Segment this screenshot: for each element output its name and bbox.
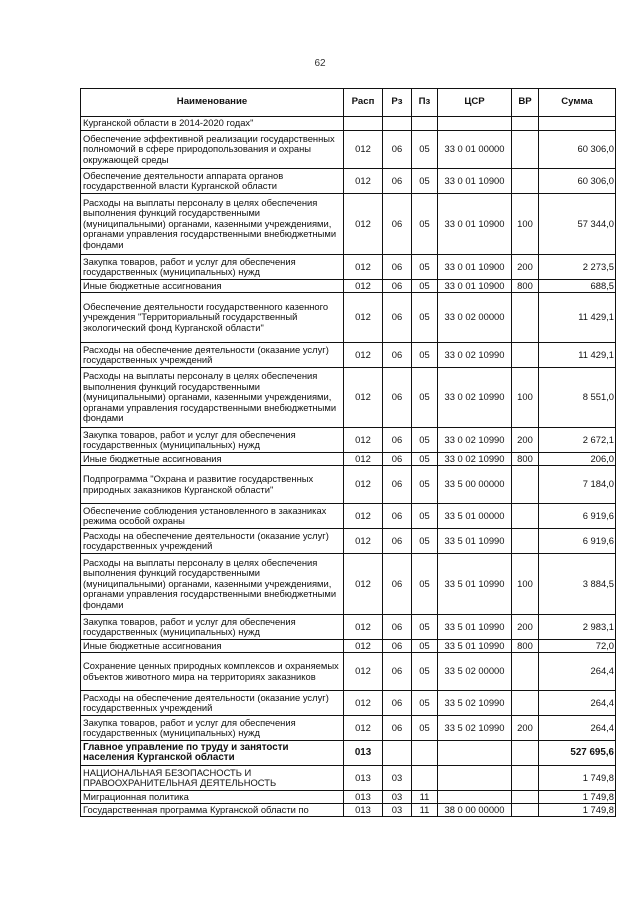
cell-csr bbox=[438, 791, 512, 804]
cell-pz: 05 bbox=[412, 293, 438, 343]
cell-name: Расходы на обеспечение деятельности (оказание услуг) государственных учреждений bbox=[81, 691, 344, 716]
cell-vr: 800 bbox=[512, 640, 539, 653]
cell-rasp: 012 bbox=[344, 615, 383, 640]
cell-csr: 33 0 01 10900 bbox=[438, 169, 512, 194]
cell-csr: 38 0 00 00000 bbox=[438, 804, 512, 817]
cell-pz: 05 bbox=[412, 368, 438, 428]
table-row bbox=[81, 691, 616, 716]
cell-name: Сохранение ценных природных комплексов и охраняемых объектов животного мира на территориях заказников bbox=[81, 653, 344, 691]
cell-rz: 06 bbox=[383, 169, 412, 194]
cell-rasp: 012 bbox=[344, 466, 383, 504]
cell-csr: 33 0 01 10900 bbox=[438, 194, 512, 255]
cell-rasp: 012 bbox=[344, 293, 383, 343]
cell-name: Обеспечение деятельности аппарата органов государственной власти Курганской области bbox=[81, 169, 344, 194]
table-row bbox=[81, 529, 616, 554]
cell-vr bbox=[512, 766, 539, 791]
table-row bbox=[81, 453, 616, 466]
cell-vr bbox=[512, 791, 539, 804]
header-pz: Пз bbox=[412, 89, 438, 117]
cell-csr: 33 0 01 10900 bbox=[438, 255, 512, 280]
cell-pz: 11 bbox=[412, 791, 438, 804]
cell-rz bbox=[383, 741, 412, 766]
cell-name: Расходы на выплаты персоналу в целях обеспечения выполнения функций государственными (муниципальными) органами, казенными учреждениями, органами управления государственными внебюджетными фондами bbox=[81, 368, 344, 428]
table-row bbox=[81, 653, 616, 691]
cell-sum: 206,0 bbox=[539, 453, 616, 466]
table-header-row bbox=[81, 89, 616, 117]
cell-rasp: 012 bbox=[344, 194, 383, 255]
cell-rz: 06 bbox=[383, 293, 412, 343]
table-row bbox=[81, 293, 616, 343]
cell-csr: 33 0 01 00000 bbox=[438, 131, 512, 169]
cell-rasp: 012 bbox=[344, 428, 383, 453]
cell-rasp: 012 bbox=[344, 529, 383, 554]
cell-rz: 06 bbox=[383, 716, 412, 741]
cell-name: Главное управление по труду и занятости населения Курганской области bbox=[81, 741, 344, 766]
cell-rz: 03 bbox=[383, 804, 412, 817]
cell-rz: 03 bbox=[383, 766, 412, 791]
cell-sum: 264,4 bbox=[539, 716, 616, 741]
cell-rz: 06 bbox=[383, 255, 412, 280]
cell-csr: 33 5 01 10990 bbox=[438, 640, 512, 653]
cell-rz: 06 bbox=[383, 504, 412, 529]
cell-name: Закупка товаров, работ и услуг для обеспечения государственных (муниципальных) нужд bbox=[81, 615, 344, 640]
cell-sum: 3 884,5 bbox=[539, 554, 616, 615]
cell-rasp: 012 bbox=[344, 280, 383, 293]
cell-vr: 200 bbox=[512, 615, 539, 640]
cell-name: Закупка товаров, работ и услуг для обеспечения государственных (муниципальных) нужд bbox=[81, 716, 344, 741]
cell-rasp: 012 bbox=[344, 691, 383, 716]
cell-rz: 06 bbox=[383, 640, 412, 653]
table-row bbox=[81, 504, 616, 529]
cell-vr: 200 bbox=[512, 255, 539, 280]
cell-pz: 05 bbox=[412, 554, 438, 615]
table-row bbox=[81, 640, 616, 653]
table-row bbox=[81, 169, 616, 194]
table-row bbox=[81, 368, 616, 428]
cell-sum bbox=[539, 117, 616, 131]
cell-vr: 100 bbox=[512, 194, 539, 255]
cell-vr: 100 bbox=[512, 554, 539, 615]
table-row bbox=[81, 615, 616, 640]
cell-sum: 2 672,1 bbox=[539, 428, 616, 453]
budget-table bbox=[80, 88, 616, 817]
cell-name: НАЦИОНАЛЬНАЯ БЕЗОПАСНОСТЬ И ПРАВООХРАНИТЕЛЬНАЯ ДЕЯТЕЛЬНОСТЬ bbox=[81, 766, 344, 791]
table-row bbox=[81, 466, 616, 504]
cell-sum: 1 749,8 bbox=[539, 766, 616, 791]
cell-csr bbox=[438, 117, 512, 131]
cell-sum: 7 184,0 bbox=[539, 466, 616, 504]
header-rz: Рз bbox=[383, 89, 412, 117]
cell-rasp bbox=[344, 117, 383, 131]
cell-csr: 33 5 02 10990 bbox=[438, 716, 512, 741]
cell-sum: 57 344,0 bbox=[539, 194, 616, 255]
cell-pz: 05 bbox=[412, 194, 438, 255]
table-row bbox=[81, 428, 616, 453]
cell-vr: 200 bbox=[512, 428, 539, 453]
cell-rz: 06 bbox=[383, 368, 412, 428]
table-row bbox=[81, 804, 616, 817]
cell-name: Курганской области в 2014-2020 годах" bbox=[81, 117, 344, 131]
cell-name: Расходы на обеспечение деятельности (оказание услуг) государственных учреждений bbox=[81, 343, 344, 368]
cell-sum: 6 919,6 bbox=[539, 529, 616, 554]
cell-csr: 33 5 02 10990 bbox=[438, 691, 512, 716]
table-row bbox=[81, 131, 616, 169]
cell-vr bbox=[512, 466, 539, 504]
cell-vr: 800 bbox=[512, 280, 539, 293]
cell-pz: 05 bbox=[412, 615, 438, 640]
cell-rz: 06 bbox=[383, 343, 412, 368]
header-vr: ВР bbox=[512, 89, 539, 117]
cell-name: Расходы на выплаты персоналу в целях обеспечения выполнения функций государственными (муниципальными) органами, казенными учреждениями, органами управления государственными внебюджетными фондами bbox=[81, 554, 344, 615]
table-row bbox=[81, 194, 616, 255]
cell-pz: 05 bbox=[412, 255, 438, 280]
header-name: Наименование bbox=[81, 89, 344, 117]
cell-csr: 33 5 01 10990 bbox=[438, 554, 512, 615]
cell-pz: 05 bbox=[412, 529, 438, 554]
header-sum: Сумма bbox=[539, 89, 616, 117]
cell-name: Подпрограмма "Охрана и развитие государственных природных заказников Курганской области" bbox=[81, 466, 344, 504]
cell-pz: 05 bbox=[412, 640, 438, 653]
cell-sum: 264,4 bbox=[539, 653, 616, 691]
cell-name: Закупка товаров, работ и услуг для обеспечения государственных (муниципальных) нужд bbox=[81, 428, 344, 453]
cell-name: Расходы на выплаты персоналу в целях обеспечения выполнения функций государственными (муниципальными) органами, казенными учреждениями, органами управления государственными внебюджетными фондами bbox=[81, 194, 344, 255]
cell-vr: 100 bbox=[512, 368, 539, 428]
cell-rz: 06 bbox=[383, 615, 412, 640]
cell-rasp: 012 bbox=[344, 716, 383, 741]
cell-name: Иные бюджетные ассигнования bbox=[81, 453, 344, 466]
cell-csr: 33 5 01 10990 bbox=[438, 615, 512, 640]
cell-sum: 11 429,1 bbox=[539, 293, 616, 343]
cell-rz bbox=[383, 117, 412, 131]
cell-pz bbox=[412, 117, 438, 131]
table-row bbox=[81, 255, 616, 280]
cell-rz: 06 bbox=[383, 691, 412, 716]
cell-csr: 33 0 02 10990 bbox=[438, 368, 512, 428]
table-row bbox=[81, 554, 616, 615]
cell-sum: 6 919,6 bbox=[539, 504, 616, 529]
cell-vr bbox=[512, 343, 539, 368]
cell-pz: 05 bbox=[412, 691, 438, 716]
cell-pz: 05 bbox=[412, 169, 438, 194]
cell-vr bbox=[512, 131, 539, 169]
cell-vr bbox=[512, 504, 539, 529]
cell-rz: 06 bbox=[383, 529, 412, 554]
cell-csr bbox=[438, 741, 512, 766]
cell-csr: 33 0 02 00000 bbox=[438, 293, 512, 343]
cell-name: Обеспечение эффективной реализации государственных полномочий в сфере природопользования и охраны окружающей среды bbox=[81, 131, 344, 169]
cell-rz: 06 bbox=[383, 280, 412, 293]
header-rasp: Расп bbox=[344, 89, 383, 117]
cell-pz: 11 bbox=[412, 804, 438, 817]
cell-sum: 264,4 bbox=[539, 691, 616, 716]
cell-vr bbox=[512, 804, 539, 817]
cell-rasp: 012 bbox=[344, 343, 383, 368]
cell-rasp: 012 bbox=[344, 653, 383, 691]
cell-rz: 06 bbox=[383, 554, 412, 615]
cell-name: Иные бюджетные ассигнования bbox=[81, 280, 344, 293]
table-row bbox=[81, 280, 616, 293]
cell-sum: 1 749,8 bbox=[539, 791, 616, 804]
table-row bbox=[81, 741, 616, 766]
cell-sum: 60 306,0 bbox=[539, 169, 616, 194]
cell-rz: 06 bbox=[383, 194, 412, 255]
cell-sum: 688,5 bbox=[539, 280, 616, 293]
cell-name: Государственная программа Курганской области по bbox=[81, 804, 344, 817]
cell-csr: 33 0 02 10990 bbox=[438, 428, 512, 453]
cell-name: Обеспечение деятельности государственного казенного учреждения "Территориальный государственный экологический фонд Курганской области" bbox=[81, 293, 344, 343]
cell-pz bbox=[412, 741, 438, 766]
cell-pz: 05 bbox=[412, 504, 438, 529]
table-row bbox=[81, 117, 616, 131]
cell-pz: 05 bbox=[412, 428, 438, 453]
cell-rasp: 012 bbox=[344, 368, 383, 428]
cell-rasp: 013 bbox=[344, 791, 383, 804]
cell-rasp: 012 bbox=[344, 453, 383, 466]
cell-csr: 33 5 02 00000 bbox=[438, 653, 512, 691]
cell-vr bbox=[512, 293, 539, 343]
cell-vr bbox=[512, 529, 539, 554]
table-row bbox=[81, 791, 616, 804]
cell-rz: 03 bbox=[383, 791, 412, 804]
table-row bbox=[81, 716, 616, 741]
cell-name: Расходы на обеспечение деятельности (оказание услуг) государственных учреждений bbox=[81, 529, 344, 554]
cell-vr: 800 bbox=[512, 453, 539, 466]
cell-sum: 1 749,8 bbox=[539, 804, 616, 817]
cell-vr bbox=[512, 741, 539, 766]
page-number: 62 bbox=[314, 58, 326, 69]
table-row bbox=[81, 343, 616, 368]
cell-pz: 05 bbox=[412, 280, 438, 293]
cell-rasp: 013 bbox=[344, 766, 383, 791]
cell-rz: 06 bbox=[383, 653, 412, 691]
cell-vr bbox=[512, 691, 539, 716]
cell-pz: 05 bbox=[412, 343, 438, 368]
cell-name: Миграционная политика bbox=[81, 791, 344, 804]
cell-sum: 527 695,6 bbox=[539, 741, 616, 766]
cell-csr: 33 0 02 10990 bbox=[438, 343, 512, 368]
cell-name: Обеспечение соблюдения установленного в заказниках режима особой охраны bbox=[81, 504, 344, 529]
cell-sum: 8 551,0 bbox=[539, 368, 616, 428]
cell-pz: 05 bbox=[412, 466, 438, 504]
cell-rasp: 013 bbox=[344, 804, 383, 817]
table-row bbox=[81, 766, 616, 791]
cell-name: Иные бюджетные ассигнования bbox=[81, 640, 344, 653]
cell-vr bbox=[512, 169, 539, 194]
cell-csr: 33 0 01 10900 bbox=[438, 280, 512, 293]
table-body bbox=[81, 117, 616, 817]
cell-rasp: 012 bbox=[344, 504, 383, 529]
cell-sum: 2 983,1 bbox=[539, 615, 616, 640]
cell-pz: 05 bbox=[412, 716, 438, 741]
cell-csr: 33 0 02 10990 bbox=[438, 453, 512, 466]
cell-rasp: 012 bbox=[344, 554, 383, 615]
cell-csr bbox=[438, 766, 512, 791]
cell-sum: 2 273,5 bbox=[539, 255, 616, 280]
cell-name: Закупка товаров, работ и услуг для обеспечения государственных (муниципальных) нужд bbox=[81, 255, 344, 280]
cell-sum: 72,0 bbox=[539, 640, 616, 653]
cell-vr bbox=[512, 117, 539, 131]
cell-rz: 06 bbox=[383, 131, 412, 169]
cell-rz: 06 bbox=[383, 428, 412, 453]
cell-rasp: 012 bbox=[344, 255, 383, 280]
cell-rasp: 013 bbox=[344, 741, 383, 766]
cell-pz bbox=[412, 766, 438, 791]
cell-csr: 33 5 00 00000 bbox=[438, 466, 512, 504]
cell-pz: 05 bbox=[412, 653, 438, 691]
cell-sum: 11 429,1 bbox=[539, 343, 616, 368]
cell-vr: 200 bbox=[512, 716, 539, 741]
cell-rasp: 012 bbox=[344, 131, 383, 169]
header-csr: ЦСР bbox=[438, 89, 512, 117]
cell-csr: 33 5 01 10990 bbox=[438, 529, 512, 554]
cell-pz: 05 bbox=[412, 131, 438, 169]
cell-rasp: 012 bbox=[344, 640, 383, 653]
cell-rasp: 012 bbox=[344, 169, 383, 194]
cell-csr: 33 5 01 00000 bbox=[438, 504, 512, 529]
cell-rz: 06 bbox=[383, 453, 412, 466]
cell-vr bbox=[512, 653, 539, 691]
cell-sum: 60 306,0 bbox=[539, 131, 616, 169]
cell-pz: 05 bbox=[412, 453, 438, 466]
cell-rz: 06 bbox=[383, 466, 412, 504]
